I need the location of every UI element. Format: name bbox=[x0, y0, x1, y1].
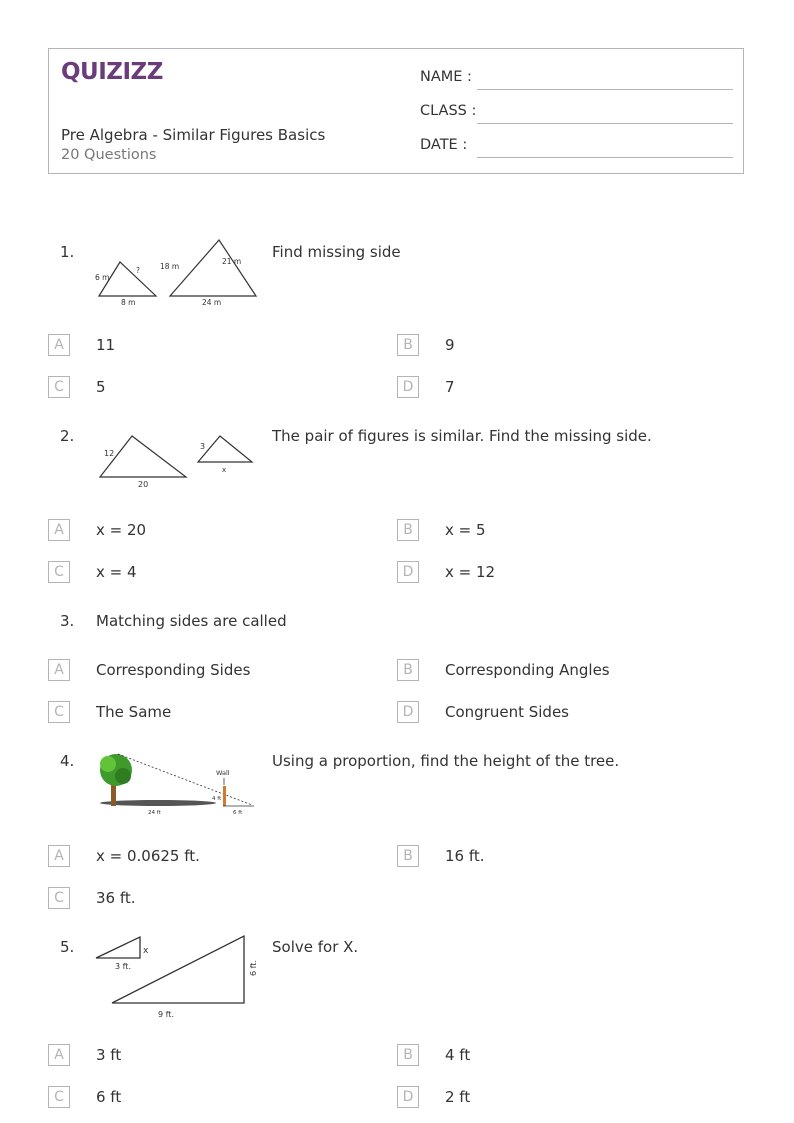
figure-label: ? bbox=[136, 266, 140, 275]
figure-label: 3 bbox=[200, 442, 206, 451]
option-text[interactable]: 7 bbox=[445, 378, 455, 396]
option-letter-box[interactable]: D bbox=[397, 376, 419, 398]
option-letter-box[interactable]: D bbox=[397, 1086, 419, 1108]
question-text: Solve for X. bbox=[272, 938, 359, 956]
option-letter-box[interactable]: C bbox=[48, 376, 70, 398]
question-number: 1. bbox=[60, 243, 75, 261]
figure-label: 8 m bbox=[121, 298, 136, 307]
figure-label: Wall bbox=[216, 769, 230, 777]
option-text[interactable]: Congruent Sides bbox=[445, 703, 569, 721]
worksheet-header bbox=[48, 48, 744, 174]
figure-label: x bbox=[222, 466, 227, 474]
option-text[interactable]: 11 bbox=[96, 336, 116, 354]
figure-label: 3 ft. bbox=[115, 962, 131, 971]
option-text[interactable]: 16 ft. bbox=[445, 847, 485, 865]
option-letter-box[interactable]: B bbox=[397, 519, 419, 541]
option-letter-box[interactable]: A bbox=[48, 1044, 70, 1066]
figure-label: 12 bbox=[104, 449, 115, 458]
question-number: 3. bbox=[60, 612, 75, 630]
option-text[interactable]: 4 ft bbox=[445, 1046, 471, 1064]
figure-label: 6 ft. bbox=[249, 960, 258, 976]
question-number: 5. bbox=[60, 938, 75, 956]
figure-label: 6 ft bbox=[233, 810, 243, 816]
date-field[interactable] bbox=[477, 157, 733, 158]
option-letter-box[interactable]: B bbox=[397, 334, 419, 356]
similar-triangles-figure bbox=[96, 428, 256, 492]
figure-label: 24 ft bbox=[148, 810, 161, 816]
option-text[interactable]: 6 ft bbox=[96, 1088, 122, 1106]
option-text[interactable]: Corresponding Sides bbox=[96, 661, 251, 679]
option-text[interactable]: 5 bbox=[96, 378, 106, 396]
option-text[interactable]: 2 ft bbox=[445, 1088, 471, 1106]
similar-triangles-figure bbox=[94, 932, 262, 1024]
name-label: NAME : bbox=[420, 69, 472, 85]
similar-triangles-figure bbox=[94, 236, 260, 310]
figure-label: 24 m bbox=[202, 298, 222, 307]
class-field[interactable] bbox=[477, 123, 733, 124]
question-number: 2. bbox=[60, 427, 75, 445]
question-text: Matching sides are called bbox=[96, 612, 287, 630]
option-letter-box[interactable]: B bbox=[397, 845, 419, 867]
name-field[interactable] bbox=[477, 89, 733, 90]
option-letter-box[interactable]: A bbox=[48, 519, 70, 541]
tree-shadow-figure bbox=[96, 748, 258, 818]
option-letter-box[interactable]: C bbox=[48, 701, 70, 723]
option-text[interactable]: x = 5 bbox=[445, 521, 486, 539]
figure-label: 21 m bbox=[222, 257, 242, 266]
figure-label: 4 ft bbox=[212, 796, 222, 802]
figure-label: 20 bbox=[138, 480, 149, 489]
option-text[interactable]: 3 ft bbox=[96, 1046, 122, 1064]
option-text[interactable]: Corresponding Angles bbox=[445, 661, 610, 679]
figure-label: 9 ft. bbox=[158, 1010, 174, 1019]
figure-label: 6 m bbox=[95, 273, 110, 282]
option-letter-box[interactable]: A bbox=[48, 845, 70, 867]
option-letter-box[interactable]: C bbox=[48, 887, 70, 909]
option-text[interactable]: 36 ft. bbox=[96, 889, 136, 907]
option-letter-box[interactable]: D bbox=[397, 561, 419, 583]
option-letter-box[interactable]: B bbox=[397, 1044, 419, 1066]
question-count: 20 Questions bbox=[61, 147, 157, 163]
option-letter-box[interactable]: A bbox=[48, 659, 70, 681]
quizizz-logo: QUIZIZZ bbox=[61, 59, 163, 85]
option-text[interactable]: 9 bbox=[445, 336, 455, 354]
worksheet-title: Pre Algebra - Similar Figures Basics bbox=[61, 126, 326, 144]
question-text: Find missing side bbox=[272, 243, 401, 261]
option-letter-box[interactable]: C bbox=[48, 561, 70, 583]
class-label: CLASS : bbox=[420, 103, 477, 119]
question-text: The pair of figures is similar. Find the missing side. bbox=[272, 427, 652, 445]
option-text[interactable]: The Same bbox=[96, 703, 172, 721]
figure-label: 18 m bbox=[160, 262, 180, 271]
date-label: DATE : bbox=[420, 137, 468, 153]
option-text[interactable]: x = 0.0625 ft. bbox=[96, 847, 200, 865]
option-letter-box[interactable]: C bbox=[48, 1086, 70, 1108]
option-letter-box[interactable]: D bbox=[397, 701, 419, 723]
question-number: 4. bbox=[60, 752, 75, 770]
option-letter-box[interactable]: B bbox=[397, 659, 419, 681]
option-text[interactable]: x = 12 bbox=[445, 563, 496, 581]
option-text[interactable]: x = 4 bbox=[96, 563, 137, 581]
question-text: Using a proportion, find the height of the tree. bbox=[272, 752, 620, 770]
figure-label: x bbox=[143, 946, 149, 956]
option-text[interactable]: x = 20 bbox=[96, 521, 147, 539]
option-letter-box[interactable]: A bbox=[48, 334, 70, 356]
